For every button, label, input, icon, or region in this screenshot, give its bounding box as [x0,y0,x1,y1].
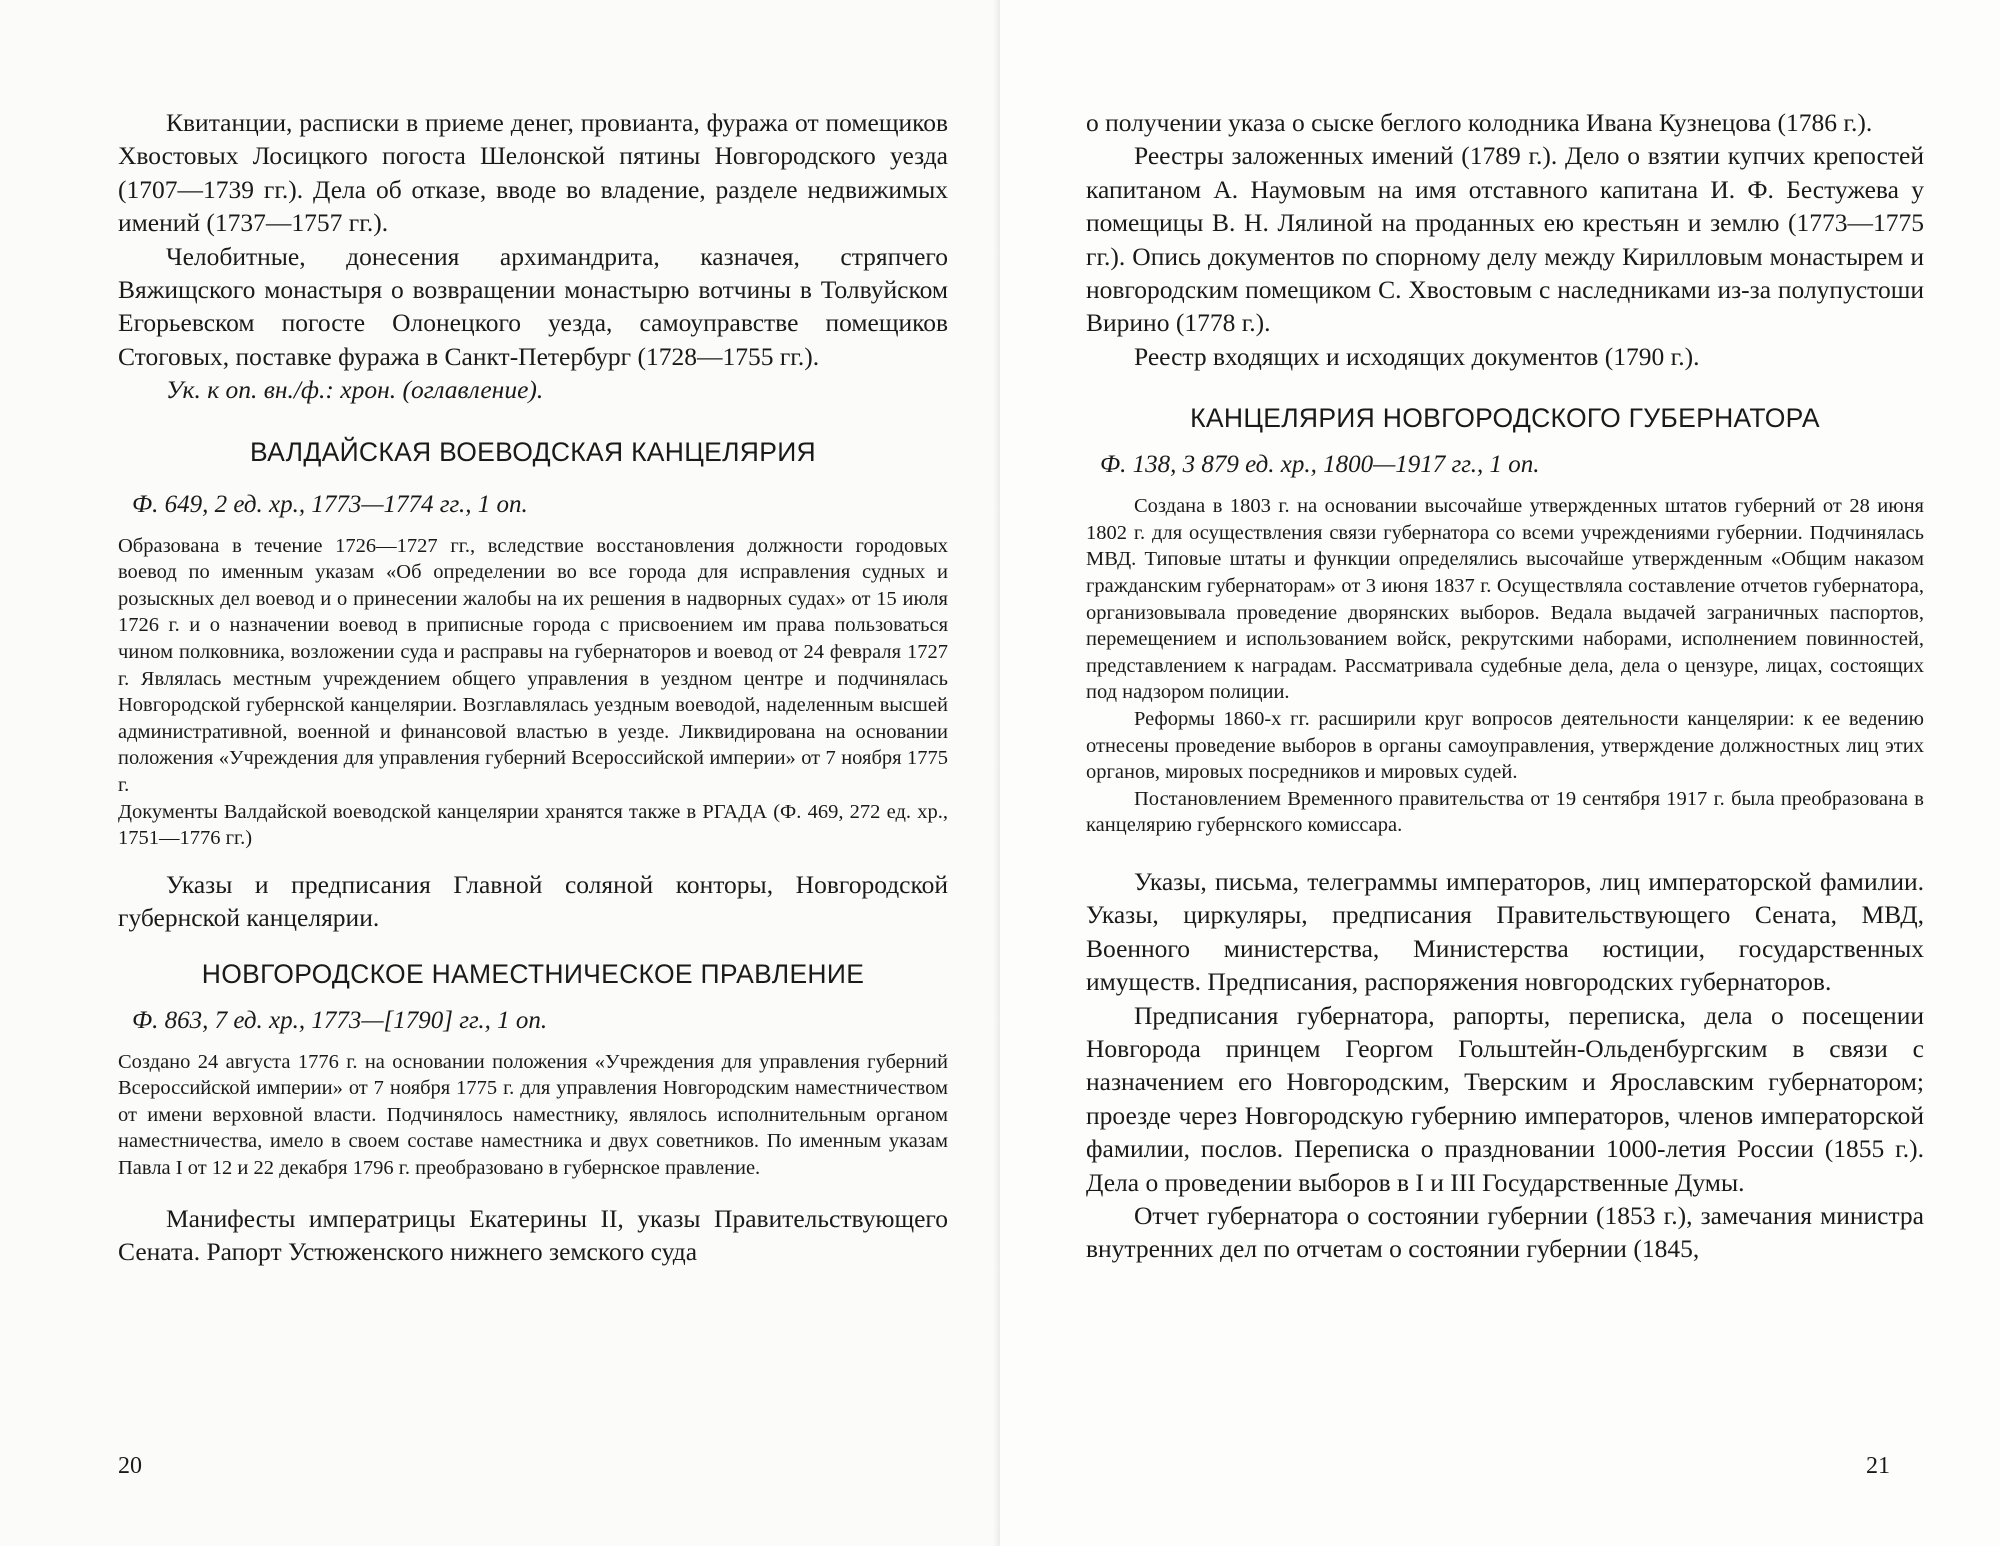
fond-863: Ф. 863, 7 ед. хр., 1773—[1790] гг., 1 оп. [132,1006,548,1034]
index-note: Ук. к оп. вн./ф.: хрон. (оглавление). [166,375,544,405]
fond-649: Ф. 649, 2 ед. хр., 1773—1774 гг., 1 оп. [132,490,528,518]
left-page-text-column [118,106,948,1268]
page-number-right: 21 [1866,1453,1890,1479]
heading-governor-chancellery: КАНЦЕЛЯРИЯ НОВГОРОДСКОГО ГУБЕРНАТОРА [1190,403,1820,434]
governor-contents-orders: Предписания губернатора, рапорты, переписка, дела о посещении Новгорода принцем Георгом Гольштейн-Ольденбургским в связи с назначением его Новгородским, Тверским и Ярославским губернатором; проезде через Новгородскую губернию императоров, членов императорской фамилии, послов. Переписка о праздновании 1000-летия России (1855 г.). Дела о проведении выборов в I и III Государственные Думы. [1086,1000,1924,1197]
left-paragraph-receipts: Квитанции, расписки в приеме денег, провианта, фуража от помещиков Хвостовых Лосицкого погоста Шелонской пятины Новгородского уезда (1707—1739 гг.). Дела об отказе, вводе во владение, разделе недвижимых имений (1737—1757 гг.). [118,108,948,238]
right-paragraph-incoming-outgoing: Реестр входящих и исходящих документов (1790 г.). [1134,341,1700,371]
left-paragraph-petitions: Челобитные, донесения архимандрита, казначея, стряпчего Вяжищского монастыря о возвращении монастырю вотчины в Толвуйском Егорьевском погосте Олонецкого уезда, самоуправстве помещиков Стоговых, поставке фуража в Санкт-Петербург (1728—1755 гг.). [118,241,948,371]
governor-contents-report: Отчет губернатора о состоянии губернии (1853 г.), замечания министра внутренних дел по отчетам о состоянии губернии (1845, [1086,1201,1924,1264]
valdai-history-note: Образована в течение 1726—1727 гг., вследствие восстановления должности городовых воевод по именным указам «Об определении во все города для исправления судных и розыскных дел воевод и о принесении жалобы на их решения в надворных судах» от 15 июля 1726 г. и о назначении воевод в приписные города с присвоением им права пользоваться чином полковника, возложении суда и расправы на губернаторов и воевод от 24 февраля 1727 г. Являлась местным учреждением общего управления в уездном центре и подчинялась Новгородской губернской канцелярии. Возглавлялась уездным воеводой, наделенным высшей административной, военной и финансовой властью в уезде. Ликвидирована на основании положения «Учреждения для управления губерний Всероссийской империи» от 7 ноября 1775 г. [118,534,948,796]
heading-novgorod-namestnichestvo: НОВГОРОДСКОЕ НАМЕСТНИЧЕСКОЕ ПРАВЛЕНИЕ [201,958,865,989]
fond-138: Ф. 138, 3 879 ед. хр., 1800—1917 гг., 1 оп. [1100,451,1540,479]
governor-1917-note: Постановлением Временного правительства от 19 сентября 1917 г. была преобразована в канцелярию губернского комиссара. [1086,787,1924,837]
namestnichestvo-contents: Манифесты императрицы Екатерины II, указы Правительствующего Сената. Рапорт Устюженского нижнего земского суда [118,1203,948,1266]
namestnichestvo-history-note: Создано 24 августа 1776 г. на основании положения «Учреждения для управления губерний Всероссийской империи» от 7 ноября 1775 г. для управления Новгородским наместничеством от имени верховной власти. Подчинялось наместнику, являлось исполнительным органом наместничества, имело в своем составе наместника и двух советников. По именным указам Павла I от 12 и 22 декабря 1796 г. преобразовано в губернское правление. [118,1050,948,1179]
right-page-text-column [1086,106,1924,1266]
page-number-left: 20 [118,1453,142,1479]
right-paragraph-registers: Реестры заложенных имений (1789 г.). Дело о взятии купчих крепостей капитаном А. Наумовым на имя отставного капитана И. Ф. Бестужева у помещицы В. Н. Лялиной на проданных ею крестьян и землю (1773—1775 гг.). Опись документов по спорному делу между Кирилловым монастырем и новгородским помещиком С. Хвостовым с наследниками из-за полупустоши Вирино (1778 г.). [1086,141,1924,338]
valdai-contents: Указы и предписания Главной соляной конторы, Новгородской губернской канцелярии. [118,869,948,933]
governor-contents-decrees: Указы, письма, телеграммы императоров, лиц императорской фамилии. Указы, циркуляры, предписания Правительствующего Сената, МВД, Военного министерства, Министерства юстиции, государственных имуществ. Предписания, распоряжения новгородских губернаторов. [1086,866,1924,997]
governor-reforms-note: Реформы 1860-х гг. расширили круг вопросов деятельности канцелярии: к ее ведению отнесены проведение выборов в органы самоуправления, утверждение должностных лиц этих органов, мировых посредников и мировых судей. [1086,708,1924,784]
right-page [1000,0,2000,1546]
valdai-rgada-note: Документы Валдайской воеводской канцелярии хранятся также в РГАДА (Ф. 469, 272 ед. хр., 1751—1776 гг.) [118,800,948,850]
heading-valdai-chancellery: ВАЛДАЙСКАЯ ВОЕВОДСКАЯ КАНЦЕЛЯРИЯ [250,436,816,467]
governor-history-note: Создана в 1803 г. на основании высочайше утвержденных штатов губерний от 28 июня 1802 г. для осуществления связи губернатора со всеми учреждениями губернии. Подчинялась МВД. Типовые штаты и функции определялись высочайше утвержденным «Общим наказом гражданским губернаторам» от 3 июня 1837 г. Осуществляла составление отчетов губернатора, организовывала проведение дворянских выборов. Ведала выдачей заграничных паспортов, перемещением и использованием войск, рекрутскими наборами, исполнением повинностей, представлением к наградам. Рассматривала судебные дела, дела о цензуре, лицах, состоящих под надзором полиции. [1086,495,1924,704]
right-paragraph-kuznetsov: о получении указа о сыске беглого колодника Ивана Кузнецова (1786 г.). [1086,108,1873,137]
